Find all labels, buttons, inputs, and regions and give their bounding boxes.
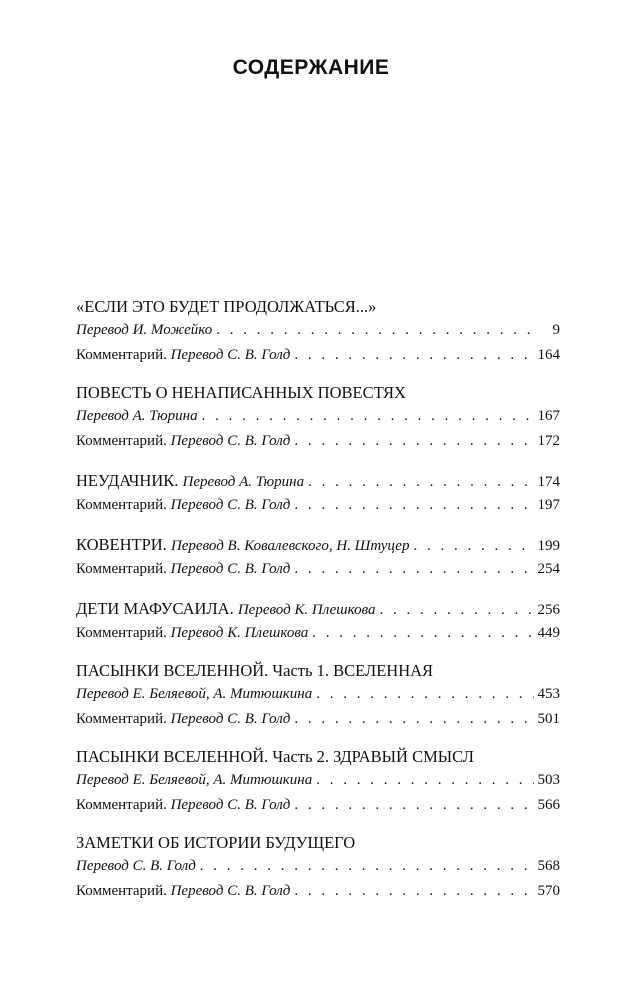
toc-heading: ПАСЫНКИ ВСЕЛЕННОЙ. Часть 2. ЗДРАВЫЙ СМЫСЛ (76, 747, 474, 766)
entry-label: Комментарий. (76, 561, 167, 577)
page-number: 568 (537, 858, 560, 874)
page-number: 501 (537, 711, 560, 727)
page-number: 164 (537, 347, 560, 363)
dot-leader (316, 682, 533, 707)
toc-section (76, 832, 560, 904)
translator-credit: Перевод С. В. Голд (170, 711, 291, 727)
toc-section (76, 746, 560, 818)
toc-section (76, 468, 560, 518)
entry-label: Комментарий. (76, 497, 167, 513)
dot-leader (200, 854, 534, 879)
toc-heading: ПОВЕСТЬ О НЕНАПИСАННЫХ ПОВЕСТЯХ (76, 383, 406, 402)
toc-entry[interactable] (76, 343, 560, 368)
entry-label: ДЕТИ МАФУСАИЛА. (76, 599, 234, 618)
dot-leader (294, 557, 533, 582)
entry-label: Комментарий. (76, 711, 167, 727)
translator-credit: Перевод С. В. Голд (170, 797, 291, 813)
page-number: 503 (537, 772, 560, 788)
toc-section (76, 660, 560, 732)
translator-credit: Перевод С. В. Голд (170, 561, 291, 577)
dot-leader (294, 493, 533, 518)
toc-entry[interactable] (76, 768, 560, 793)
toc-entry[interactable] (76, 557, 560, 582)
page-title: СОДЕРЖАНИЕ (232, 56, 390, 79)
dot-leader (308, 470, 533, 495)
toc-entry[interactable] (76, 318, 560, 343)
entry-label: НЕУДАЧНИК. (76, 471, 179, 490)
page-number: 570 (537, 883, 560, 899)
page-number: 167 (537, 408, 560, 424)
dot-leader (413, 534, 533, 559)
dot-leader (294, 879, 533, 904)
toc-heading: ЗАМЕТКИ ОБ ИСТОРИИ БУДУЩЕГО (76, 833, 356, 852)
toc-entry[interactable] (76, 493, 560, 518)
toc-section (76, 382, 560, 454)
translator-credit: Перевод С. В. Голд (170, 433, 291, 449)
translator-credit: Перевод С. В. Голд (170, 883, 291, 899)
toc-entry[interactable] (76, 707, 560, 732)
page-number: 197 (537, 497, 560, 513)
table-of-contents (76, 296, 560, 918)
translator-credit: Перевод К. Плешкова (237, 602, 376, 618)
entry-label: Комментарий. (76, 347, 167, 363)
dot-leader (294, 429, 533, 454)
translator-credit: Перевод А. Тюрина (76, 408, 198, 424)
dot-leader (294, 793, 533, 818)
toc-entry[interactable] (76, 879, 560, 904)
translator-credit: Перевод С. В. Голд (170, 347, 291, 363)
page-number: 453 (537, 686, 560, 702)
toc-heading: «ЕСЛИ ЭТО БУДЕТ ПРОДОЛЖАТЬСЯ...» (76, 297, 377, 316)
toc-entry[interactable] (76, 404, 560, 429)
entry-label: КОВЕНТРИ. (76, 535, 167, 554)
toc-entry[interactable] (76, 468, 560, 493)
page-number: 172 (537, 433, 560, 449)
translator-credit: Перевод С. В. Голд (76, 858, 196, 874)
toc-section (76, 596, 560, 646)
page-number: 199 (537, 538, 560, 554)
page-number: 566 (537, 797, 560, 813)
toc-entry[interactable] (76, 793, 560, 818)
translator-credit: Перевод А. Тюрина (182, 474, 305, 490)
toc-entry[interactable] (76, 854, 560, 879)
toc-entry[interactable] (76, 429, 560, 454)
toc-entry[interactable] (76, 596, 560, 621)
translator-credit: Перевод В. Ковалевского, Н. Штуцер (170, 538, 410, 554)
toc-entry[interactable] (76, 682, 560, 707)
toc-section (76, 532, 560, 582)
toc-entry[interactable] (76, 621, 560, 646)
page-number: 9 (552, 322, 560, 338)
toc-section (76, 296, 560, 368)
toc-entry[interactable] (76, 532, 560, 557)
dot-leader (202, 404, 534, 429)
entry-label: Комментарий. (76, 883, 167, 899)
translator-credit: Перевод Е. Беляевой, А. Митюшкина (76, 772, 313, 788)
page-number: 449 (537, 625, 560, 641)
dot-leader (216, 318, 534, 343)
dot-leader (316, 768, 533, 793)
dot-leader (312, 621, 533, 646)
entry-label: Комментарий. (76, 797, 167, 813)
entry-label: Комментарий. (76, 625, 167, 641)
translator-credit: Перевод Е. Беляевой, А. Митюшкина (76, 686, 313, 702)
translator-credit: Перевод С. В. Голд (170, 497, 291, 513)
page-number: 256 (537, 602, 560, 618)
page-number: 254 (537, 561, 560, 577)
dot-leader (294, 707, 533, 732)
entry-label: Комментарий. (76, 433, 167, 449)
page-number: 174 (537, 474, 560, 490)
toc-heading: ПАСЫНКИ ВСЕЛЕННОЙ. Часть 1. ВСЕЛЕННАЯ (76, 661, 434, 680)
translator-credit: Перевод И. Можейко (76, 322, 213, 338)
dot-leader (294, 343, 533, 368)
translator-credit: Перевод К. Плешкова (170, 625, 309, 641)
dot-leader (380, 598, 534, 623)
